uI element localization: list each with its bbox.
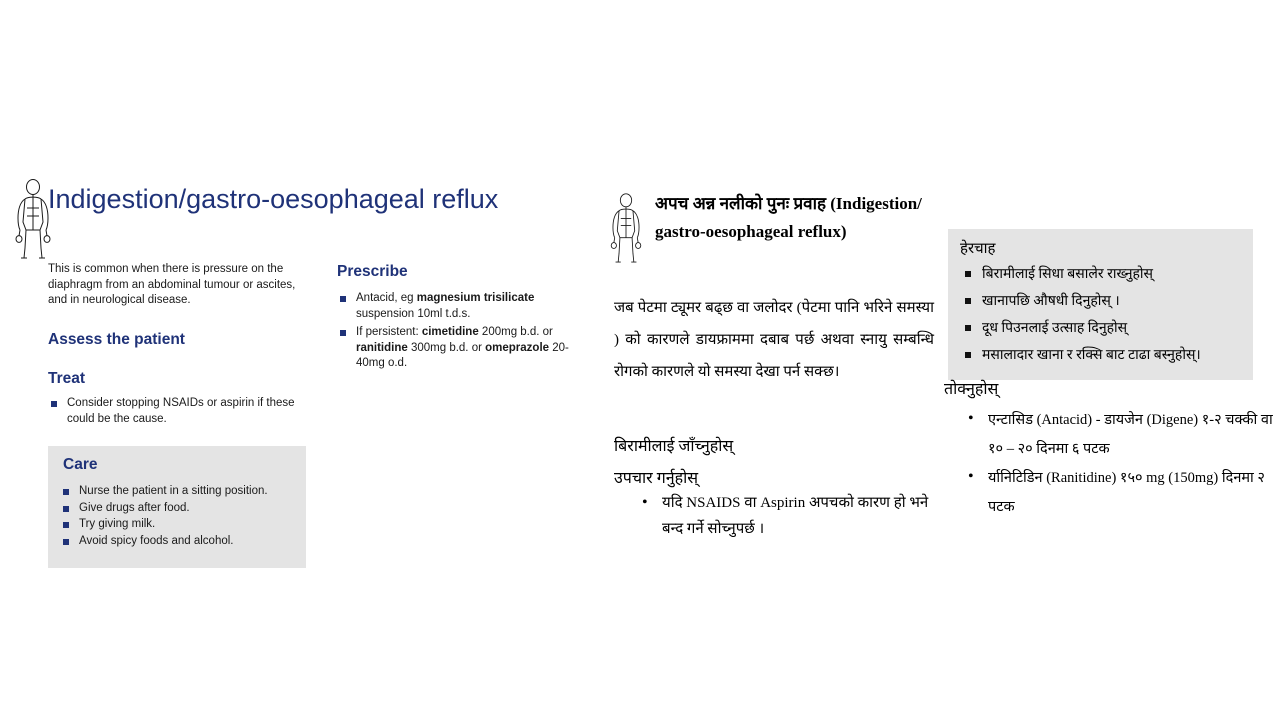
list-item: Avoid spicy foods and alcohol. bbox=[60, 534, 296, 550]
list-item: बिरामीलाई सिधा बसालेर राख्नुहोस् bbox=[956, 261, 1248, 288]
care-callout-box bbox=[48, 446, 306, 568]
list-item: मसालादार खाना र रक्सि बाट टाढा बस्नुहोस्। bbox=[956, 342, 1248, 369]
list-item: If persistent: cimetidine 200mg b.d. or ranitidine 300mg b.d. or omeprazole 20-40mg o.d. bbox=[337, 325, 587, 372]
prescribe-heading: Prescribe bbox=[337, 263, 408, 280]
prescribe-list bbox=[337, 291, 587, 375]
page-title: Indigestion/gastro-oesophageal reflux bbox=[48, 184, 499, 214]
list-item: Antacid, eg magnesium trisilicate suspension 10ml t.d.s. bbox=[337, 291, 587, 322]
list-item: • र्यानिटिडिन (Ranitidine) १५० mg (150mg) दिनमा २ पटक bbox=[960, 464, 1278, 522]
care-callout-box-nepali bbox=[948, 229, 1253, 380]
list-item: • यदि NSAIDS वा Aspirin अपचको कारण हो भने बन्द गर्ने सोच्नुपर्छ । bbox=[634, 490, 950, 542]
list-item: खानापछि औषधी दिनुहोस् । bbox=[956, 288, 1248, 315]
list-item: दूध पिउनलाई उत्साह दिनुहोस् bbox=[956, 315, 1248, 342]
care-list bbox=[60, 484, 296, 550]
list-item: Give drugs after food. bbox=[60, 501, 296, 517]
care-list-nepali bbox=[956, 261, 1248, 369]
assess-heading: Assess the patient bbox=[48, 331, 185, 348]
list-item: Consider stopping NSAIDs or aspirin if these could be the cause. bbox=[48, 396, 316, 427]
body-figure-icon bbox=[606, 192, 646, 266]
prescribe-list-nepali bbox=[960, 406, 1278, 522]
treat-heading-nepali: उपचार गर्नुहोस् bbox=[614, 470, 699, 487]
intro-paragraph-nepali: जब पेटमा ट्यूमर बढ्छ वा जलोदर (पेटमा पानि भरिने समस्या ) को कारणले डायफ्राममा दबाब पर्छ अथवा स्नायु सम्बन्धि रोगको कारणले यो समस्या देखा पर्न सक्छ। bbox=[614, 300, 934, 380]
page-title-nepali: अपच अन्न नलीको पुनः प्रवाह (Indigestion/ gastro-oesophageal reflux) bbox=[655, 194, 922, 241]
list-item: • एन्टासिड (Antacid) - डायजेन (Digene) १-२ चक्की वा १० – २० दिनमा ६ पटक bbox=[960, 406, 1278, 464]
assess-heading-nepali: बिरामीलाई जाँच्नुहोस् bbox=[614, 438, 734, 455]
list-item: Try giving milk. bbox=[60, 517, 296, 533]
care-heading-nepali: हेरचाह bbox=[960, 241, 996, 257]
treat-heading: Treat bbox=[48, 370, 86, 387]
list-item: Nurse the patient in a sitting position. bbox=[60, 484, 296, 500]
treat-list-nepali bbox=[634, 490, 950, 542]
intro-paragraph: This is common when there is pressure on the diaphragm from an abdominal tumour or ascites, and in neurological disease. bbox=[48, 263, 296, 306]
care-heading: Care bbox=[63, 456, 98, 473]
prescribe-heading-nepali: तोक्नुहोस् bbox=[944, 381, 999, 398]
treat-list bbox=[48, 396, 316, 430]
